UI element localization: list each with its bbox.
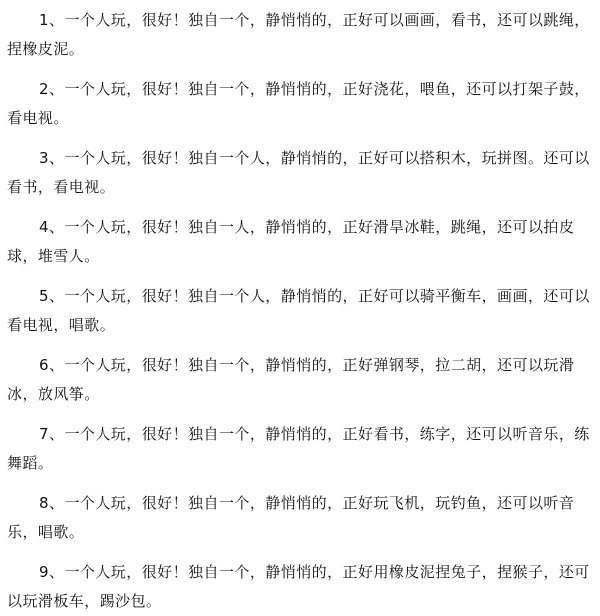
paragraph-9: 9、一个人玩，很好！独自一个，静悄悄的，正好用橡皮泥捏兔子，捏猴子，还可以玩滑板车，踢沙包。 bbox=[7, 563, 590, 610]
paragraph-1: 1、一个人玩，很好！独自一个，静悄悄的，正好可以画画，看书，还可以跳绳，捏橡皮泥。 bbox=[7, 11, 590, 58]
paragraph-7: 7、一个人玩，很好！独自一个，静悄悄的，正好看书，练字，还可以听音乐，练舞蹈。 bbox=[7, 425, 590, 472]
paragraph-4: 4、一个人玩，很好！独自一人，静悄悄的，正好滑旱冰鞋，跳绳，还可以拍皮球，堆雪人。 bbox=[7, 218, 575, 265]
paragraph-3: 3、一个人玩，很好！独自一个人，静悄悄的，正好可以搭积木，玩拼图。还可以看书，看电视。 bbox=[7, 149, 590, 196]
paragraph-2: 2、一个人玩，很好！独自一个，静悄悄的，正好浇花，喂鱼，还可以打架子鼓，看电视。 bbox=[7, 80, 590, 127]
paragraph-5: 5、一个人玩，很好！独自一个人，静悄悄的，正好可以骑平衡车，画画，还可以看电视，唱歌。 bbox=[7, 287, 590, 334]
paragraph-6: 6、一个人玩，很好！独自一个，静悄悄的，正好弹钢琴，拉二胡，还可以玩滑冰，放风筝。 bbox=[7, 356, 575, 403]
paragraph-8: 8、一个人玩，很好！独自一个，静悄悄的，正好玩飞机，玩钓鱼，还可以听音乐，唱歌。 bbox=[7, 494, 575, 541]
